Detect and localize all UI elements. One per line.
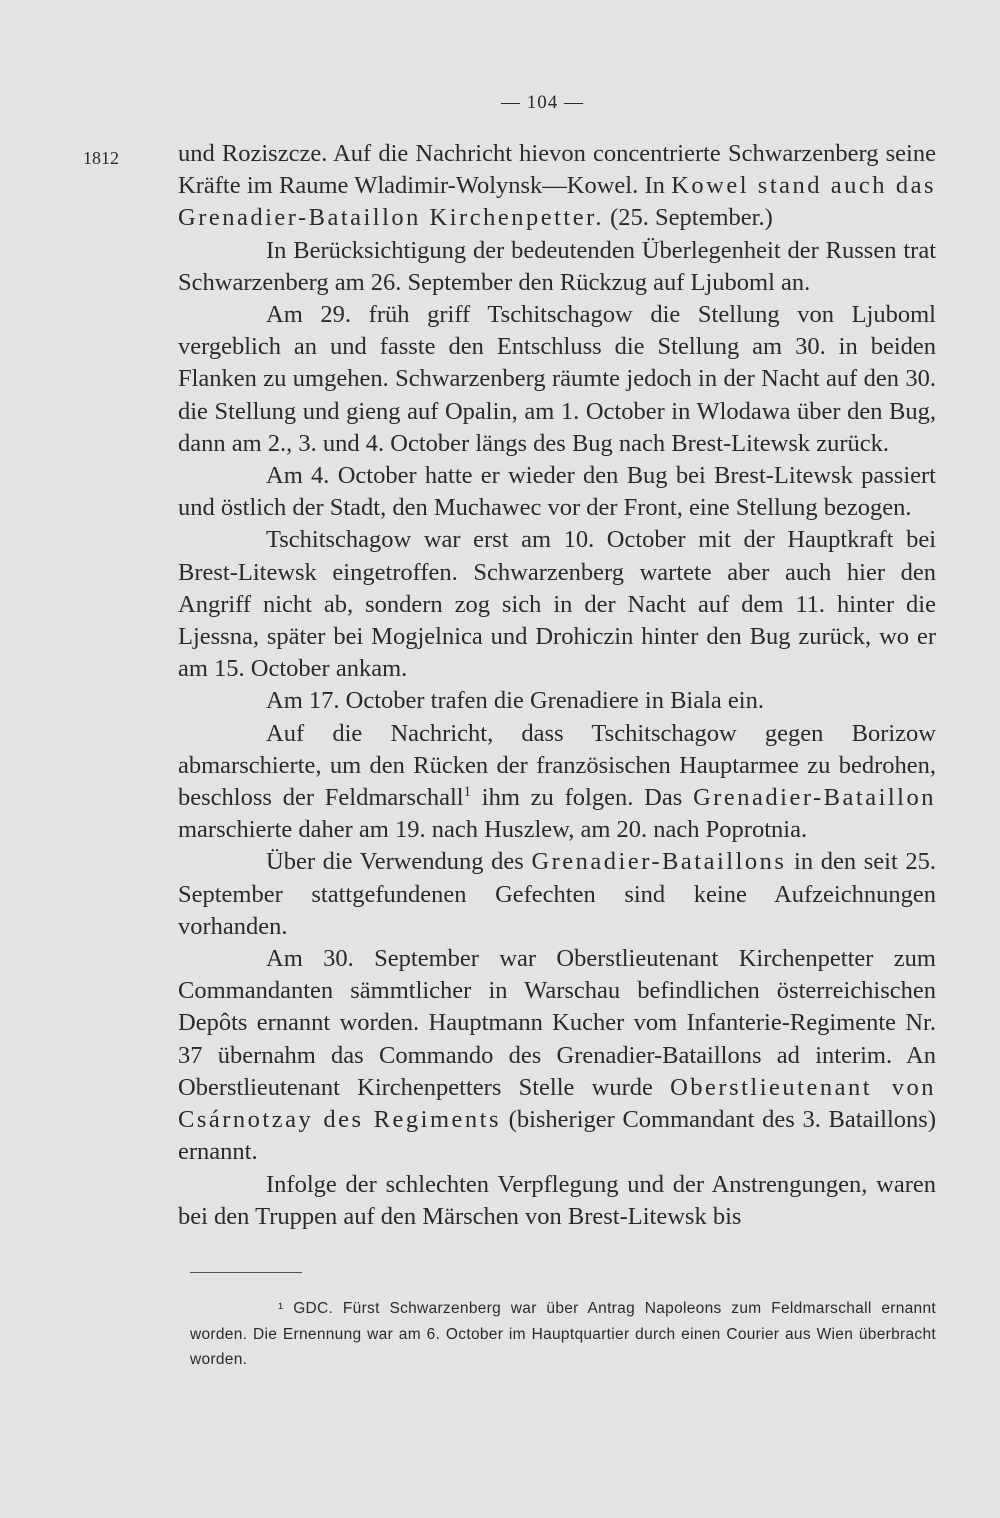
text-segment: Tschitschagow war erst am 10. October mit der Hauptkraft bei Brest-Litewsk eingetroffen. Schwarzenberg wartete aber auch hier den Angriff nicht ab, sondern zog sich in der Nacht auf dem 11. hinter die Ljessna, später bei Mogjelnica und Drohiczin hinter den Bug zurück, wo er am 15. October ankam. [178, 526, 936, 683]
paragraph [178, 1169, 936, 1233]
footnote-rule [190, 1272, 302, 1273]
text-segment: Am 4. October hatte er wieder den Bug bei Brest-Litewsk passiert und östlich der Stadt, den Muchawec vor der Front, eine Stellung bezogen. [178, 462, 936, 522]
text-segment: Am 30. September war Oberstlieutenant Kirchenpetter zum Commandanten sämmtlicher in Warschau befindlichen österreichischen Depôts ernannt worden. Hauptmann Kucher vom Infanterie-Regimente Nr. 37 übernahm das Commando des Grenadier-Bataillons ad interim. An Oberstlieutenant Kirchenpetters Stelle wurde [178, 945, 936, 1101]
text-segment: Kowel stand auch das Grenadier-Bataillon Kirchenpetter. [178, 172, 936, 232]
text-segment: Auf die Nachricht, dass Tschitschagow gegen Borizow abmarschierte, um den Rücken der französischen Hauptarmee zu bedrohen, beschloss der Feldmarschall [178, 719, 936, 812]
text-segment: und Roziszcze. Auf die Nachricht hievon concentrierte Schwarzenberg seine Kräfte im Raume Wladimir-Wolynsk—Kowel. In [178, 140, 936, 200]
text-segment: Am 17. October trafen die Grenadiere in Biala ein. [266, 687, 764, 715]
paragraph [178, 685, 936, 717]
text-segment: (bisheriger Commandant des 3. Bataillons) ernannt. [178, 1106, 936, 1166]
text-segment: In Berücksichtigung der bedeutenden Überlegenheit der Russen trat Schwarzenberg am 26. September den Rückzug auf Ljuboml an. [178, 236, 936, 296]
text-segment: Grenadier-Bataillons [531, 848, 787, 876]
text-segment: Am 29. früh griff Tschitschagow die Stellung von Ljuboml vergeblich an und fasste den Entschluss die Stellung am 30. in beiden Flanken zu umgehen. Schwarzenberg räumte jedoch in der Nacht auf den 30. die Stellung und gieng auf Opalin, am 1. October in Wlodawa über den Bug, dann am 2., 3. und 4. October längs des Bug nach Brest-Litewsk zurück. [178, 301, 936, 457]
paragraph [178, 460, 936, 524]
text-segment: marschierte daher am 19. nach Huszlew, am 20. nach Poprotnia. [178, 816, 808, 844]
footnote-marker: 1 [463, 783, 471, 800]
text-segment: in den seit 25. September stattgefundenen Gefechten sind keine Aufzeichnungen vorhanden. [178, 848, 936, 940]
paragraph [178, 943, 936, 1168]
footnote: ¹ GDC. Fürst Schwarzenberg war über Antrag Napoleons zum Feldmarschall ernannt worden. Die Ernennung war am 6. October im Hauptquartier durch einen Courier aus Wien überbracht worden. [190, 1300, 936, 1368]
paragraph [178, 138, 936, 235]
paragraph [178, 299, 936, 460]
text-segment: ihm zu folgen. Das [470, 784, 694, 812]
text-segment: Über die Verwendung des [266, 848, 532, 876]
main-text [178, 138, 936, 1233]
paragraph [178, 235, 936, 299]
text-segment: Grenadier-Bataillon [693, 784, 936, 812]
paragraph [178, 718, 936, 847]
paragraph [178, 524, 936, 685]
text-segment: Oberstlieutenant von Csárnotzay des Regiments [178, 1073, 936, 1134]
text-segment: Infolge der schlechten Verpflegung und der Anstrengungen, waren bei den Truppen auf den Märschen von Brest-Litewsk bis [178, 1170, 936, 1230]
text-segment: (25. September.) [604, 204, 773, 232]
page-number: — 104 — [501, 92, 584, 113]
margin-year: 1812 [83, 148, 119, 168]
paragraph [178, 846, 936, 943]
